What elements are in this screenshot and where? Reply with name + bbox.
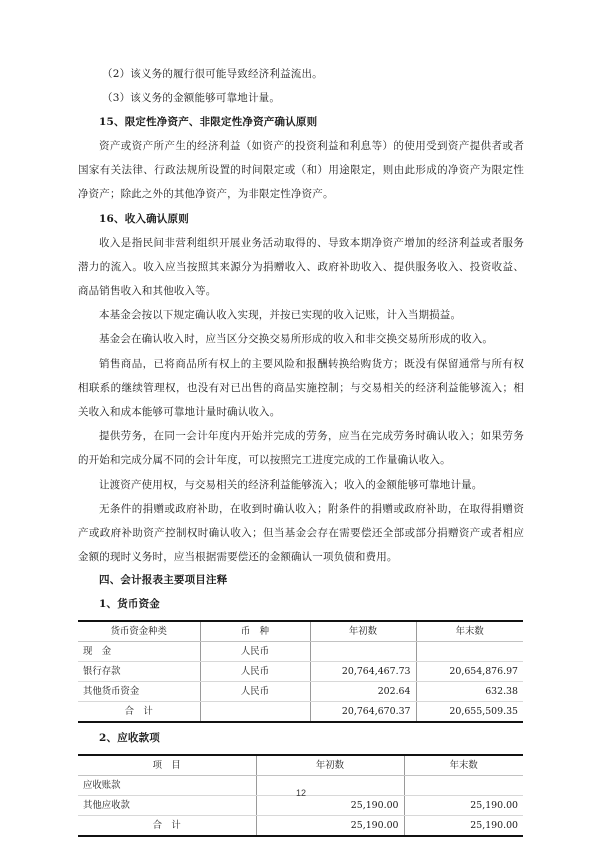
table-header-row — [78, 621, 523, 642]
paragraph-restricted-net-assets: 资产或资产所产生的经济利益（如资产的投资利益和利息等）的使用受到资产提供者或者国家有关法律、行政法规所设置的时间限定或（和）用途限定，则由此形成的净资产为限定性净资产；除此之外的其他净资产，为非限定性净资产。 — [78, 140, 524, 201]
row-begin-total: 20,764,670.37 — [310, 702, 416, 723]
section-heading-monetary-funds: 1、货币资金 — [99, 598, 161, 611]
row-end-total: 20,655,509.35 — [416, 702, 523, 723]
row-end-cash — [416, 642, 523, 662]
column-header-currency: 币 种 — [200, 621, 310, 642]
table-total-row — [78, 702, 523, 723]
row-end-other-monetary-funds: 632.38 — [416, 682, 523, 702]
row-begin-other-monetary-funds: 202.64 — [310, 682, 416, 702]
paragraph-services-rendered: 提供劳务，在同一会计年度内开始并完成的劳务，应当在完成劳务时确认收入；如果劳务的开始和完成分属不同的会计年度，可以按照完工进度完成的工作量确认收入。 — [78, 430, 524, 467]
paragraph-exchange-transactions: 基金会在确认收入时，应当区分交换交易所形成的收入和非交换交易所形成的收入。 — [99, 333, 494, 346]
page-number: 12 — [295, 788, 306, 798]
list-item-condition-3: （3）该义务的金额能够可靠地计量。 — [102, 92, 281, 104]
row-label-other-monetary-funds: 其他货币资金 — [78, 682, 200, 702]
paragraph-revenue-recognition-basis: 本基金会按以下规定确认收入实现，并按已实现的收入记账，计入当期损益。 — [99, 309, 462, 322]
row-begin-other-receivables: 25,190.00 — [256, 796, 404, 816]
row-label-bank-deposits: 银行存款 — [78, 662, 200, 682]
paragraph-asset-use-rights: 让渡资产使用权，与交易相关的经济利益能够流入；收入的金额能够可靠地计量。 — [99, 478, 483, 491]
row-label-total: 合 计 — [78, 816, 256, 837]
paragraph-donations-subsidies: 无条件的捐赠或政府补助，在收到时确认收入；附条件的捐赠或政府补助，在取得捐赠资产或政府补助资产控制权时确认收入；但当基金会存在需要偿还全部或部分捐赠资产或者相应金额的现时义务时，应当根据需要偿还的金额确认一项负债和费用。 — [78, 502, 524, 564]
section-heading-receivables: 2、应收款项 — [99, 732, 161, 745]
row-label-cash: 现 金 — [78, 642, 200, 662]
table-row — [78, 662, 523, 682]
column-header-end: 年末数 — [416, 621, 523, 642]
paragraph-revenue-definition: 收入是指民间非营利组织开展业务活动取得的、导致本期净资产增加的经济利益或者服务潜力的流入。收入应当按照其来源分为捐赠收入、政府补助收入、提供服务收入、投资收益、商品销售收入和其他收入等。 — [78, 236, 524, 298]
column-header-begin: 年初数 — [310, 621, 416, 642]
table-header-row — [78, 755, 523, 776]
table-row — [78, 642, 523, 662]
row-begin-cash — [310, 642, 416, 662]
row-label-accounts-receivable: 应收账款 — [78, 776, 256, 796]
row-currency-cash: 人民币 — [200, 642, 310, 662]
row-currency-other-monetary-funds: 人民币 — [200, 682, 310, 702]
table-monetary-funds — [78, 620, 523, 723]
row-currency-bank-deposits: 人民币 — [200, 662, 310, 682]
table-total-row — [78, 816, 523, 837]
row-label-total: 合 计 — [78, 702, 200, 723]
list-item-condition-2: （2）该义务的履行很可能导致经济利益流出。 — [102, 68, 323, 80]
table-row — [78, 682, 523, 702]
section-heading-four: 四、会计报表主要项目注释 — [99, 574, 228, 587]
section-heading-15: 15、限定性净资产、非限定性净资产确认原则 — [99, 116, 318, 128]
column-header-end: 年末数 — [404, 755, 523, 776]
column-header-type: 货币资金种类 — [78, 621, 200, 642]
row-end-total: 25,190.00 — [404, 816, 523, 837]
row-begin-total: 25,190.00 — [256, 816, 404, 837]
row-begin-bank-deposits: 20,764,467.73 — [310, 662, 416, 682]
paragraph-goods-sales: 销售商品，已将商品所有权上的主要风险和报酬转换给购货方；既没有保留通常与所有权相联系的继续管理权，也没有对已出售的商品实施控制；与交易相关的经济利益能够流入；相关收入和成本能够可靠地计量时确认收入。 — [78, 357, 524, 419]
row-currency-total — [200, 702, 310, 723]
table-row — [78, 796, 523, 816]
row-label-other-receivables: 其他应收款 — [78, 796, 256, 816]
row-end-bank-deposits: 20,654,876.97 — [416, 662, 523, 682]
section-heading-16: 16、收入确认原则 — [99, 212, 189, 225]
column-header-begin: 年初数 — [256, 755, 404, 776]
row-end-other-receivables: 25,190.00 — [404, 796, 523, 816]
column-header-item: 项 目 — [78, 755, 256, 776]
